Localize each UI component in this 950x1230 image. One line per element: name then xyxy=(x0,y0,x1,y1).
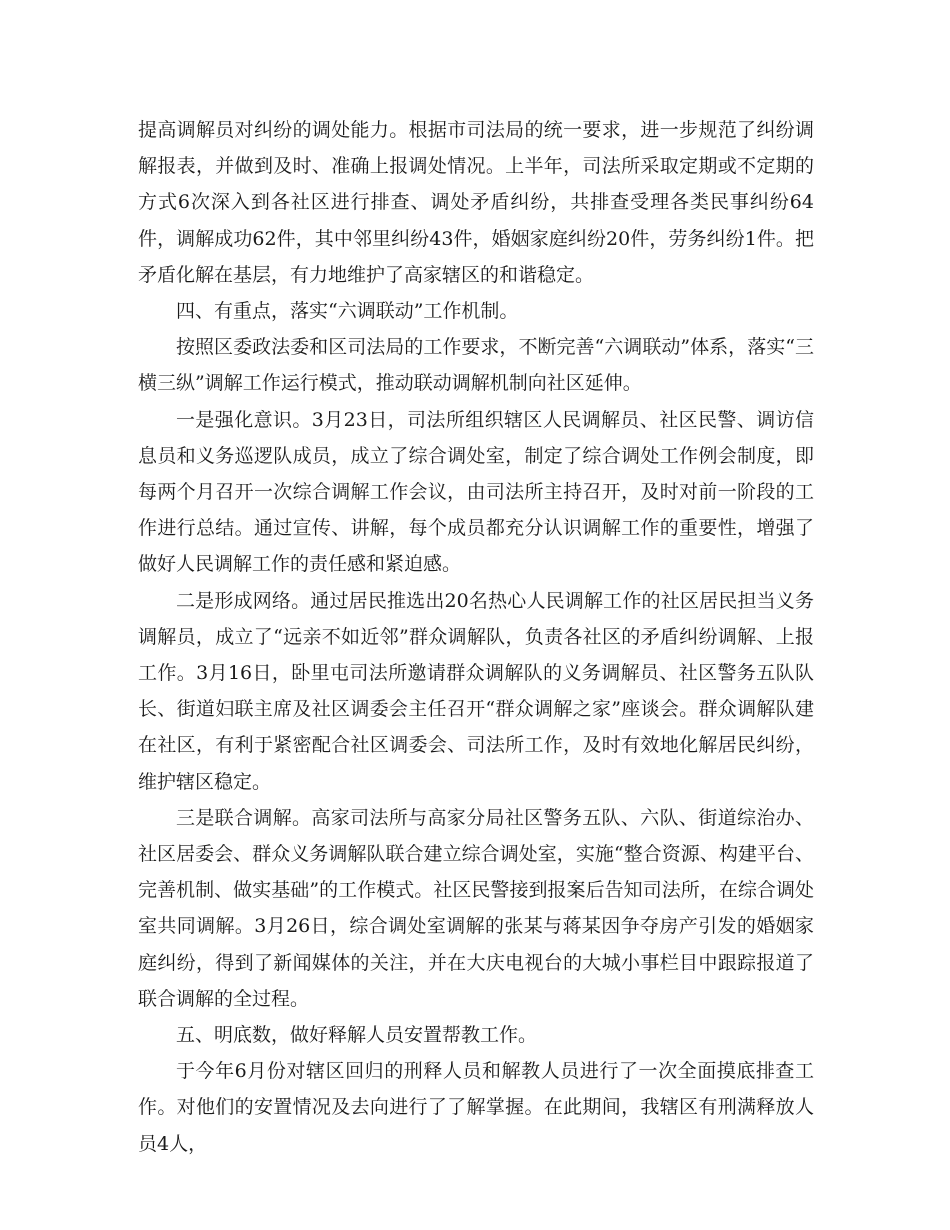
heading-section-five: 五、明底数，做好释解人员安置帮教工作。 xyxy=(176,1024,538,1047)
document-body xyxy=(138,112,814,1162)
paragraph-strengthen-awareness: 一是强化意识。3月23日，司法所组织辖区人民调解员、社区民警、调访信息员和义务巡逻队成员，成立了综合调处室，制定了综合调处工作例会制度，即每两个月召开一次综合调解工作会议，由司法所主持召开，及时对前一阶段的工作进行总结。通过宣传、讲解，每个成员都充分认识调解工作的重要性，增强了做好人民调解工作的责任感和紧迫感。 xyxy=(138,408,814,576)
paragraph-six-linkage-system: 按照区委政法委和区司法局的工作要求，不断完善“六调联动”体系，落实“三横三纵”调解工作运行模式，推动联动调解机制向社区延伸。 xyxy=(138,336,814,395)
paragraph-released-persons: 于今年6月份对辖区回归的刑释人员和解教人员进行了一次全面摸底排查工作。对他们的安置情况及去向进行了了解掌握。在此期间，我辖区有刑满释放人员4人， xyxy=(138,1060,814,1155)
paragraph-joint-mediation: 三是联合调解。高家司法所与高家分局社区警务五队、六队、街道综治办、社区居委会、群众义务调解队联合建立综合调处室，实施“整合资源、构建平台、完善机制、做实基础”的工作模式。社区民警接到报案后告知司法所，在综合调处室共同调解。3月26日，综合调处室调解的张某与蒋某因争夺房产引发的婚姻家庭纠纷，得到了新闻媒体的关注，并在大庆电视台的大城小事栏目中跟踪报道了联合调解的全过程。 xyxy=(138,806,814,1010)
paragraph-form-network: 二是形成网络。通过居民推选出20名热心人民调解工作的社区居民担当义务调解员，成立了“远亲不如近邻”群众调解队，负责各社区的矛盾纠纷调解、上报工作。3月16日，卧里屯司法所邀请群众调解队的义务调解员、社区警务五队队长、街道妇联主席及社区调委会主任召开“群众调解之家”座谈会。群众调解队建在社区，有利于紧密配合社区调委会、司法所工作，及时有效地化解居民纠纷，维护辖区稳定。 xyxy=(138,589,814,793)
paragraph-mediation-capacity: 提高调解员对纠纷的调处能力。根据市司法局的统一要求，进一步规范了纠纷调解报表，并做到及时、准确上报调处情况。上半年，司法所采取定期或不定期的方式6次深入到各社区进行排查、调处矛盾纠纷，共排查受理各类民事纠纷64件，调解成功62件，其中邻里纠纷43件，婚姻家庭纠纷20件，劳务纠纷1件。把矛盾化解在基层，有力地维护了高家辖区的和谐稳定。 xyxy=(138,119,814,286)
heading-section-four: 四、有重点，落实“六调联动”工作机制。 xyxy=(176,300,519,323)
